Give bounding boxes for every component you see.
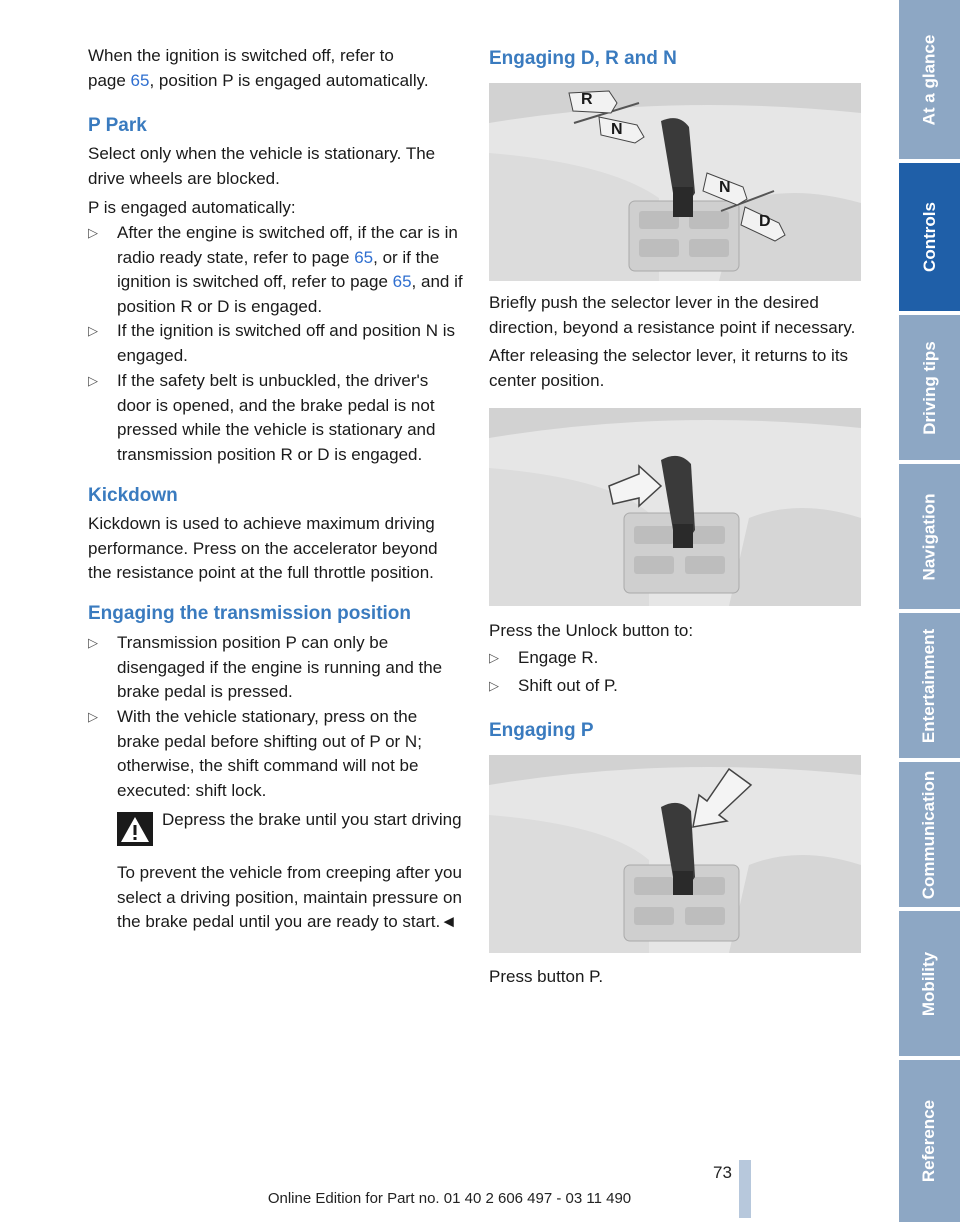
list-item-text: After the engine is switched off, if the car is in radio ready state, refer to page 65, or if the ignition is switched off, refer to page 65, and if position R or D is engaged. — [117, 223, 463, 316]
label-d: D — [759, 213, 771, 230]
tab-controls[interactable] — [899, 163, 960, 311]
page-number: 73 — [713, 1163, 732, 1182]
park-heading: P Park — [88, 115, 147, 136]
bullet-triangle-icon: ▷ — [88, 373, 98, 388]
list-item — [88, 705, 464, 803]
label-r: R — [581, 91, 593, 108]
drn-release-paragraph: After releasing the selector lever, it returns to its center position. — [489, 346, 849, 390]
list-item — [88, 631, 464, 705]
tab-label: Mobility — [919, 951, 939, 1016]
tab-label: Entertainment — [919, 628, 939, 743]
list-item-text: If the ignition is switched off and position N is engaged. — [117, 321, 455, 365]
list-item-text: Engage R. — [518, 648, 599, 667]
list-item — [88, 319, 464, 368]
intro-text: page — [88, 70, 131, 90]
list-item — [88, 221, 464, 319]
page-link[interactable]: 65 — [354, 247, 374, 267]
label-n: N — [611, 121, 623, 138]
drn-paragraph: Briefly push the selector lever in the desired direction, beyond a resistance point if necessary. — [489, 293, 856, 337]
engaging-heading: Engaging the transmission position — [88, 603, 412, 624]
tab-entertainment[interactable] — [899, 613, 960, 758]
warning-triangle-icon — [117, 812, 153, 846]
list-item-text: With the vehicle stationary, press on the brake pedal before shifting out of P or N; otherwise, the shift command will not be executed: shift lock. — [117, 707, 422, 800]
tab-label: Driving tips — [919, 340, 939, 435]
kickdown-heading: Kickdown — [88, 485, 178, 506]
list-item-text: Shift out of P. — [518, 676, 618, 695]
tab-label: At a glance — [919, 34, 939, 125]
intro-text: , position P is engaged automatically. — [149, 70, 429, 90]
bullet-triangle-icon: ▷ — [489, 678, 499, 693]
bullet-triangle-icon: ▷ — [88, 635, 98, 650]
bullet-triangle-icon: ▷ — [88, 709, 98, 724]
unlock-button-image — [489, 408, 861, 606]
tab-at-a-glance[interactable] — [899, 0, 960, 159]
park-paragraph: Select only when the vehicle is stationary. The drive wheels are blocked. — [88, 144, 436, 188]
engaging-p-heading: Engaging P — [489, 720, 594, 741]
tab-communication[interactable] — [899, 762, 960, 907]
footer-edition: Online Edition for Part no. 01 40 2 606 497 - 03 11 490 — [267, 1190, 632, 1207]
tab-reference[interactable] — [899, 1060, 960, 1222]
drn-heading: Engaging D, R and N — [489, 48, 677, 69]
tab-navigation[interactable] — [899, 464, 960, 609]
unlock-paragraph: Press the Unlock button to: — [489, 621, 694, 640]
tab-label: Navigation — [919, 493, 939, 580]
label-n: N — [719, 179, 731, 196]
list-item — [489, 674, 864, 699]
park-button-image — [489, 755, 861, 953]
page-link[interactable]: 65 — [130, 70, 150, 90]
press-p-paragraph: Press button P. — [489, 967, 604, 986]
page-link[interactable]: 65 — [392, 272, 412, 291]
list-item — [489, 646, 864, 671]
list-item-text: Transmission position P can only be disengaged if the engine is running and the brake pedal is pressed. — [117, 633, 443, 701]
list-item-text: If the safety belt is unbuckled, the driver's door is opened, and the brake pedal is not pressed while the vehicle is stationary and transmission position R or D is engaged. — [117, 371, 436, 464]
intro-text: When the ignition is switched off, refer to — [88, 46, 394, 65]
bullet-triangle-icon: ▷ — [88, 225, 98, 240]
page-marker — [739, 1160, 751, 1218]
selector-lever-directions-image — [489, 83, 861, 281]
warning-title: Depress the brake until you start driving — [162, 810, 462, 829]
tab-label: Reference — [919, 1099, 939, 1183]
tab-label: Controls — [919, 202, 939, 272]
chapter-sidebar — [899, 0, 960, 1222]
list-item — [88, 369, 464, 467]
intro-paragraph — [88, 44, 464, 93]
bullet-triangle-icon: ▷ — [88, 323, 98, 338]
bullet-triangle-icon: ▷ — [489, 650, 499, 665]
park-auto-paragraph: P is engaged automatically: — [88, 198, 296, 217]
tab-mobility[interactable] — [899, 911, 960, 1056]
kickdown-paragraph: Kickdown is used to achieve maximum driving performance. Press on the accelerator beyond the resistance point at the full throttle position. — [88, 514, 438, 582]
tab-driving-tips[interactable] — [899, 315, 960, 460]
tab-label: Communication — [919, 770, 939, 899]
warning-text: To prevent the vehicle from creeping after you select a driving position, maintain pressure on the brake pedal until you are ready to start.◄ — [117, 863, 462, 931]
